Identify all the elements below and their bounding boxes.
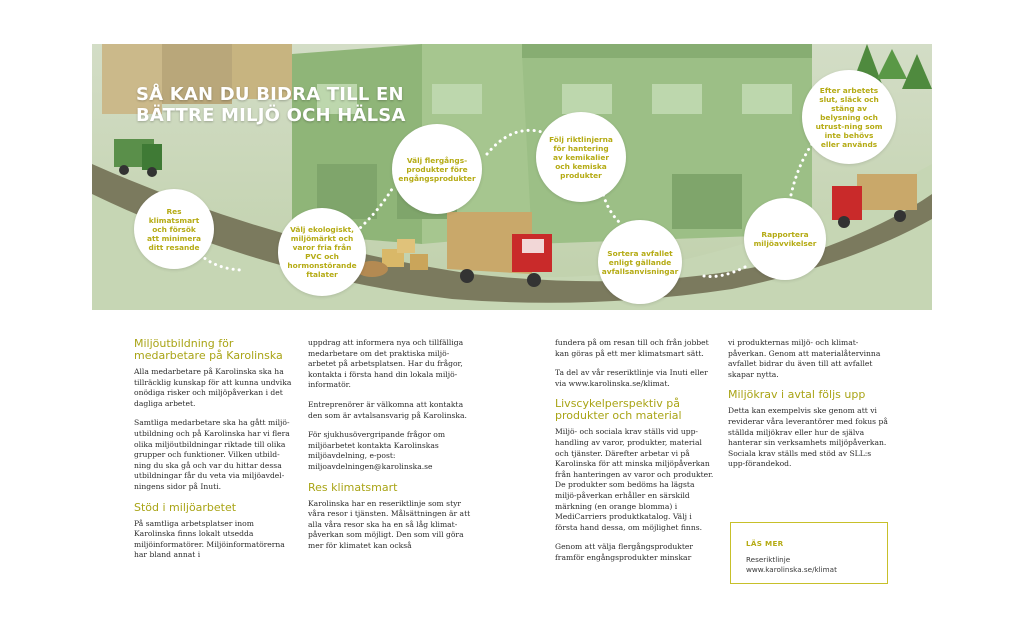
tip-bubble-report (744, 198, 826, 280)
paragraph: Detta kan exempelvis ske genom att vi reviderar våra leverantörer med fokus på ställda miljökrav eller hur de själva hanterar sin verksamhets miljöpåverkan. Sociala krav ställs med stöd av SLL:s upp-förandekod. (728, 406, 888, 469)
read-more-heading: LÄS MER (746, 539, 784, 548)
tip-bubble-chemicals (536, 112, 626, 202)
heading-contract-requirements: Miljökrav i avtal följs upp (728, 388, 866, 402)
read-more-label: Reseriktlinje (746, 555, 791, 564)
paragraph: vi produkternas miljö- och klimat-påverkan. Genom att materialåtervinna avfallet bidrar du även till att avfallet skapar nytta. (728, 338, 881, 379)
tip-bubble-text: Följ riktlinjerna för hantering av kemikalier och kemiska produkter (549, 134, 613, 180)
tip-bubble-waste (598, 220, 682, 304)
paragraph: Miljö- och sociala krav ställs vid upp-handling av varor, produkter, material och tjänster. Därefter arbetar vi på Karolinska för att minska miljöpåverkan från hanteringen av varor och produkter. De produkter som bedöms ha lägsta miljö-påverkan erhåller en särskild märkning (en orange blomma) i MediCarriers produktkatalog. Välj i första hand dessa, om möjlighet finns. (555, 427, 714, 532)
hero-illustration (92, 44, 932, 310)
text-column-2 (308, 338, 473, 561)
paragraph: Entreprenörer är välkomna att kontakta den som är avtalsansvarig på Karolinska. (308, 399, 467, 420)
paragraph: Karolinska har en reseriktlinje som styr våra resor i tjänsten. Målsättningen är att alla våra resor ska ha en så låg klimat-påverkan som möjligt. Den som vill göra mer för klimatet kan också (308, 498, 471, 550)
tip-bubble-travel (134, 189, 214, 269)
paragraph: För sjukhusövergripande frågor om miljöarbetet kontakta Karolinskas miljöavdelning, e-post: miljoavdelningen@karolinska.se (308, 430, 446, 471)
text-column-3 (555, 338, 715, 573)
tip-bubble-eco-products (278, 208, 366, 296)
paragraph: På samtliga arbetsplatser inom Karolinska finns lokalt utsedda miljöinformatörer. Miljöinformatörerna har bland annat i (134, 518, 285, 560)
text-column-4 (728, 338, 888, 479)
tip-bubble-reusable (392, 124, 482, 214)
hero-title-line-2: BÄTTRE MILJÖ OCH HÄLSA (136, 105, 406, 126)
tip-bubble-lights-off (802, 70, 896, 164)
tip-bubble-text: Sortera avfallet enligt gällande avfallsanvisningar (601, 248, 679, 276)
heading-life-cycle: Livscykelperspektiv på produkter och material (555, 397, 682, 423)
tip-bubble-text: Res klimatsmart och försök att minimera ditt resande (146, 206, 201, 252)
paragraph: Genom att välja flergångsprodukter framför engångsprodukter minskar (555, 542, 694, 562)
read-more-box (730, 522, 888, 584)
tip-bubble-text: Välj flergångs-produkter före engångsprodukter (398, 155, 476, 183)
paragraph: Samtliga medarbetare ska ha gått miljö-utbildning och på Karolinska har vi flera olika miljöutbildningar riktade till olika grupper och funktioner. Vilken utbild-ning du ska gå och var du hittar dessa utbildningar får du veta via miljöavdel-ningens sidor på Inuti. (134, 418, 290, 491)
heading-environmental-training: Miljöutbildning för medarbetare på Karolinska (134, 337, 283, 362)
heading-travel-climate-smart: Res klimatsmart (308, 480, 398, 494)
read-more-link[interactable]: www.karolinska.se/klimat (746, 565, 837, 574)
tip-bubble-text: Välj ekologiskt, miljömärkt och varor fria från PVC och hormonstörande ftalater (287, 225, 357, 279)
paragraph: uppdrag att informera nya och tillfälliga medarbetare om det praktiska miljö-arbetet på arbetsplatsen. Har du frågor, kontakta i första hand din lokala miljö-informatör. (308, 338, 464, 390)
hero-title-line-1: SÅ KAN DU BIDRA TILL EN (136, 84, 404, 105)
tip-bubble-text: Rapportera miljöavvikelser (753, 230, 817, 248)
tip-bubble-text: Efter arbetets slut, släck och stäng av belysning och utrust-ning som inte behövs eller används (815, 85, 883, 149)
paragraph: fundera på om resan till och från jobbet kan göras på ett mer klimatsmart sätt. (555, 338, 709, 358)
text-column-1 (134, 338, 294, 570)
heading-support: Stöd i miljöarbetet (134, 500, 237, 514)
paragraph: Alla medarbetare på Karolinska ska ha tillräcklig kunskap för att kunna undvika onödiga risker och miljöpåverkan i det dagliga arbetet. (134, 367, 292, 408)
hero-title (136, 84, 436, 126)
paragraph: Ta del av vår reseriktlinje via Inuti eller via www.karolinska.se/klimat. (555, 368, 708, 388)
